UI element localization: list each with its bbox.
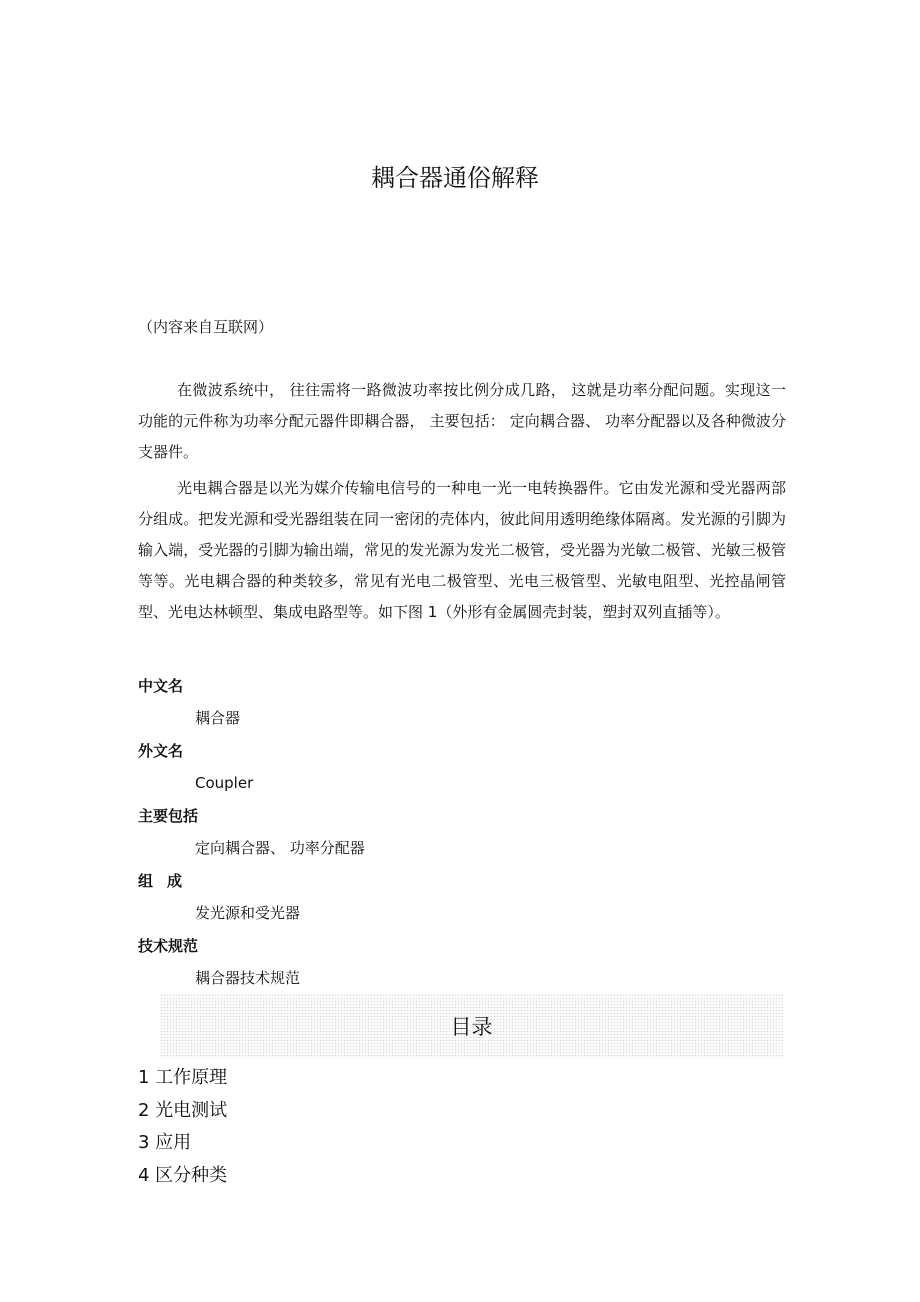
page-title: 耦合器通俗解释 <box>371 164 539 192</box>
infobox-value: Coupler <box>195 774 254 792</box>
toc-list <box>138 1062 227 1193</box>
infobox-value: 发光源和受光器 <box>195 904 301 922</box>
infobox-row-spec <box>138 930 786 995</box>
toc-item-application[interactable]: 3 应用 <box>138 1132 192 1154</box>
optocoupler-paragraph: 光电耦合器是以光为媒介传输电信号的一种电一光一电转换器件。它由发光源和受光器两部分组成。把发光源和受光器组装在同一密闭的壳体内，彼此间用透明绝缘体隔离。发光源的引脚为输入端，受光器的引脚为输出端，常见的发光源为发光二极管，受光器为光敏二极管、光敏三极管等等。光电耦合器的种类较多，常见有光电二极管型、光电三极管型、光敏电阻型、光控晶闸管型、光电达林顿型、集成电路型等。如下图 1（外形有金属圆壳封装，塑封双列直插等）。 <box>138 479 786 621</box>
infobox-row-chinese-name <box>138 670 786 735</box>
source-note: （内容来自互联网） <box>138 318 274 336</box>
infobox-key: 技术规范 <box>138 937 199 955</box>
intro-paragraph: 在微波系统中， 往往需将一路微波功率按比例分成几路， 这就是功率分配问题。实现这一功能的元件称为功率分配元器件即耦合器， 主要包括： 定向耦合器、 功率分配器以及各种微波分支器件。 <box>138 381 786 461</box>
toc-item-types[interactable]: 4 区分种类 <box>138 1165 228 1187</box>
toc-item-photoelectric-test[interactable]: 2 光电测试 <box>138 1099 228 1121</box>
infobox-key: 外文名 <box>138 742 184 760</box>
infobox-key: 组成 <box>138 872 197 890</box>
infobox-key: 主要包括 <box>138 807 199 825</box>
infobox-row-includes <box>138 800 786 865</box>
infobox <box>138 670 786 995</box>
infobox-row-foreign-name <box>138 735 786 800</box>
toc-header: 目录 <box>160 994 783 1058</box>
infobox-key: 中文名 <box>138 677 184 695</box>
infobox-value: 耦合器技术规范 <box>195 969 301 987</box>
infobox-value: 耦合器 <box>195 709 241 727</box>
infobox-row-composition <box>138 865 786 930</box>
toc-item-working-principle[interactable]: 1 工作原理 <box>138 1067 228 1088</box>
infobox-value: 定向耦合器、 功率分配器 <box>195 839 365 857</box>
